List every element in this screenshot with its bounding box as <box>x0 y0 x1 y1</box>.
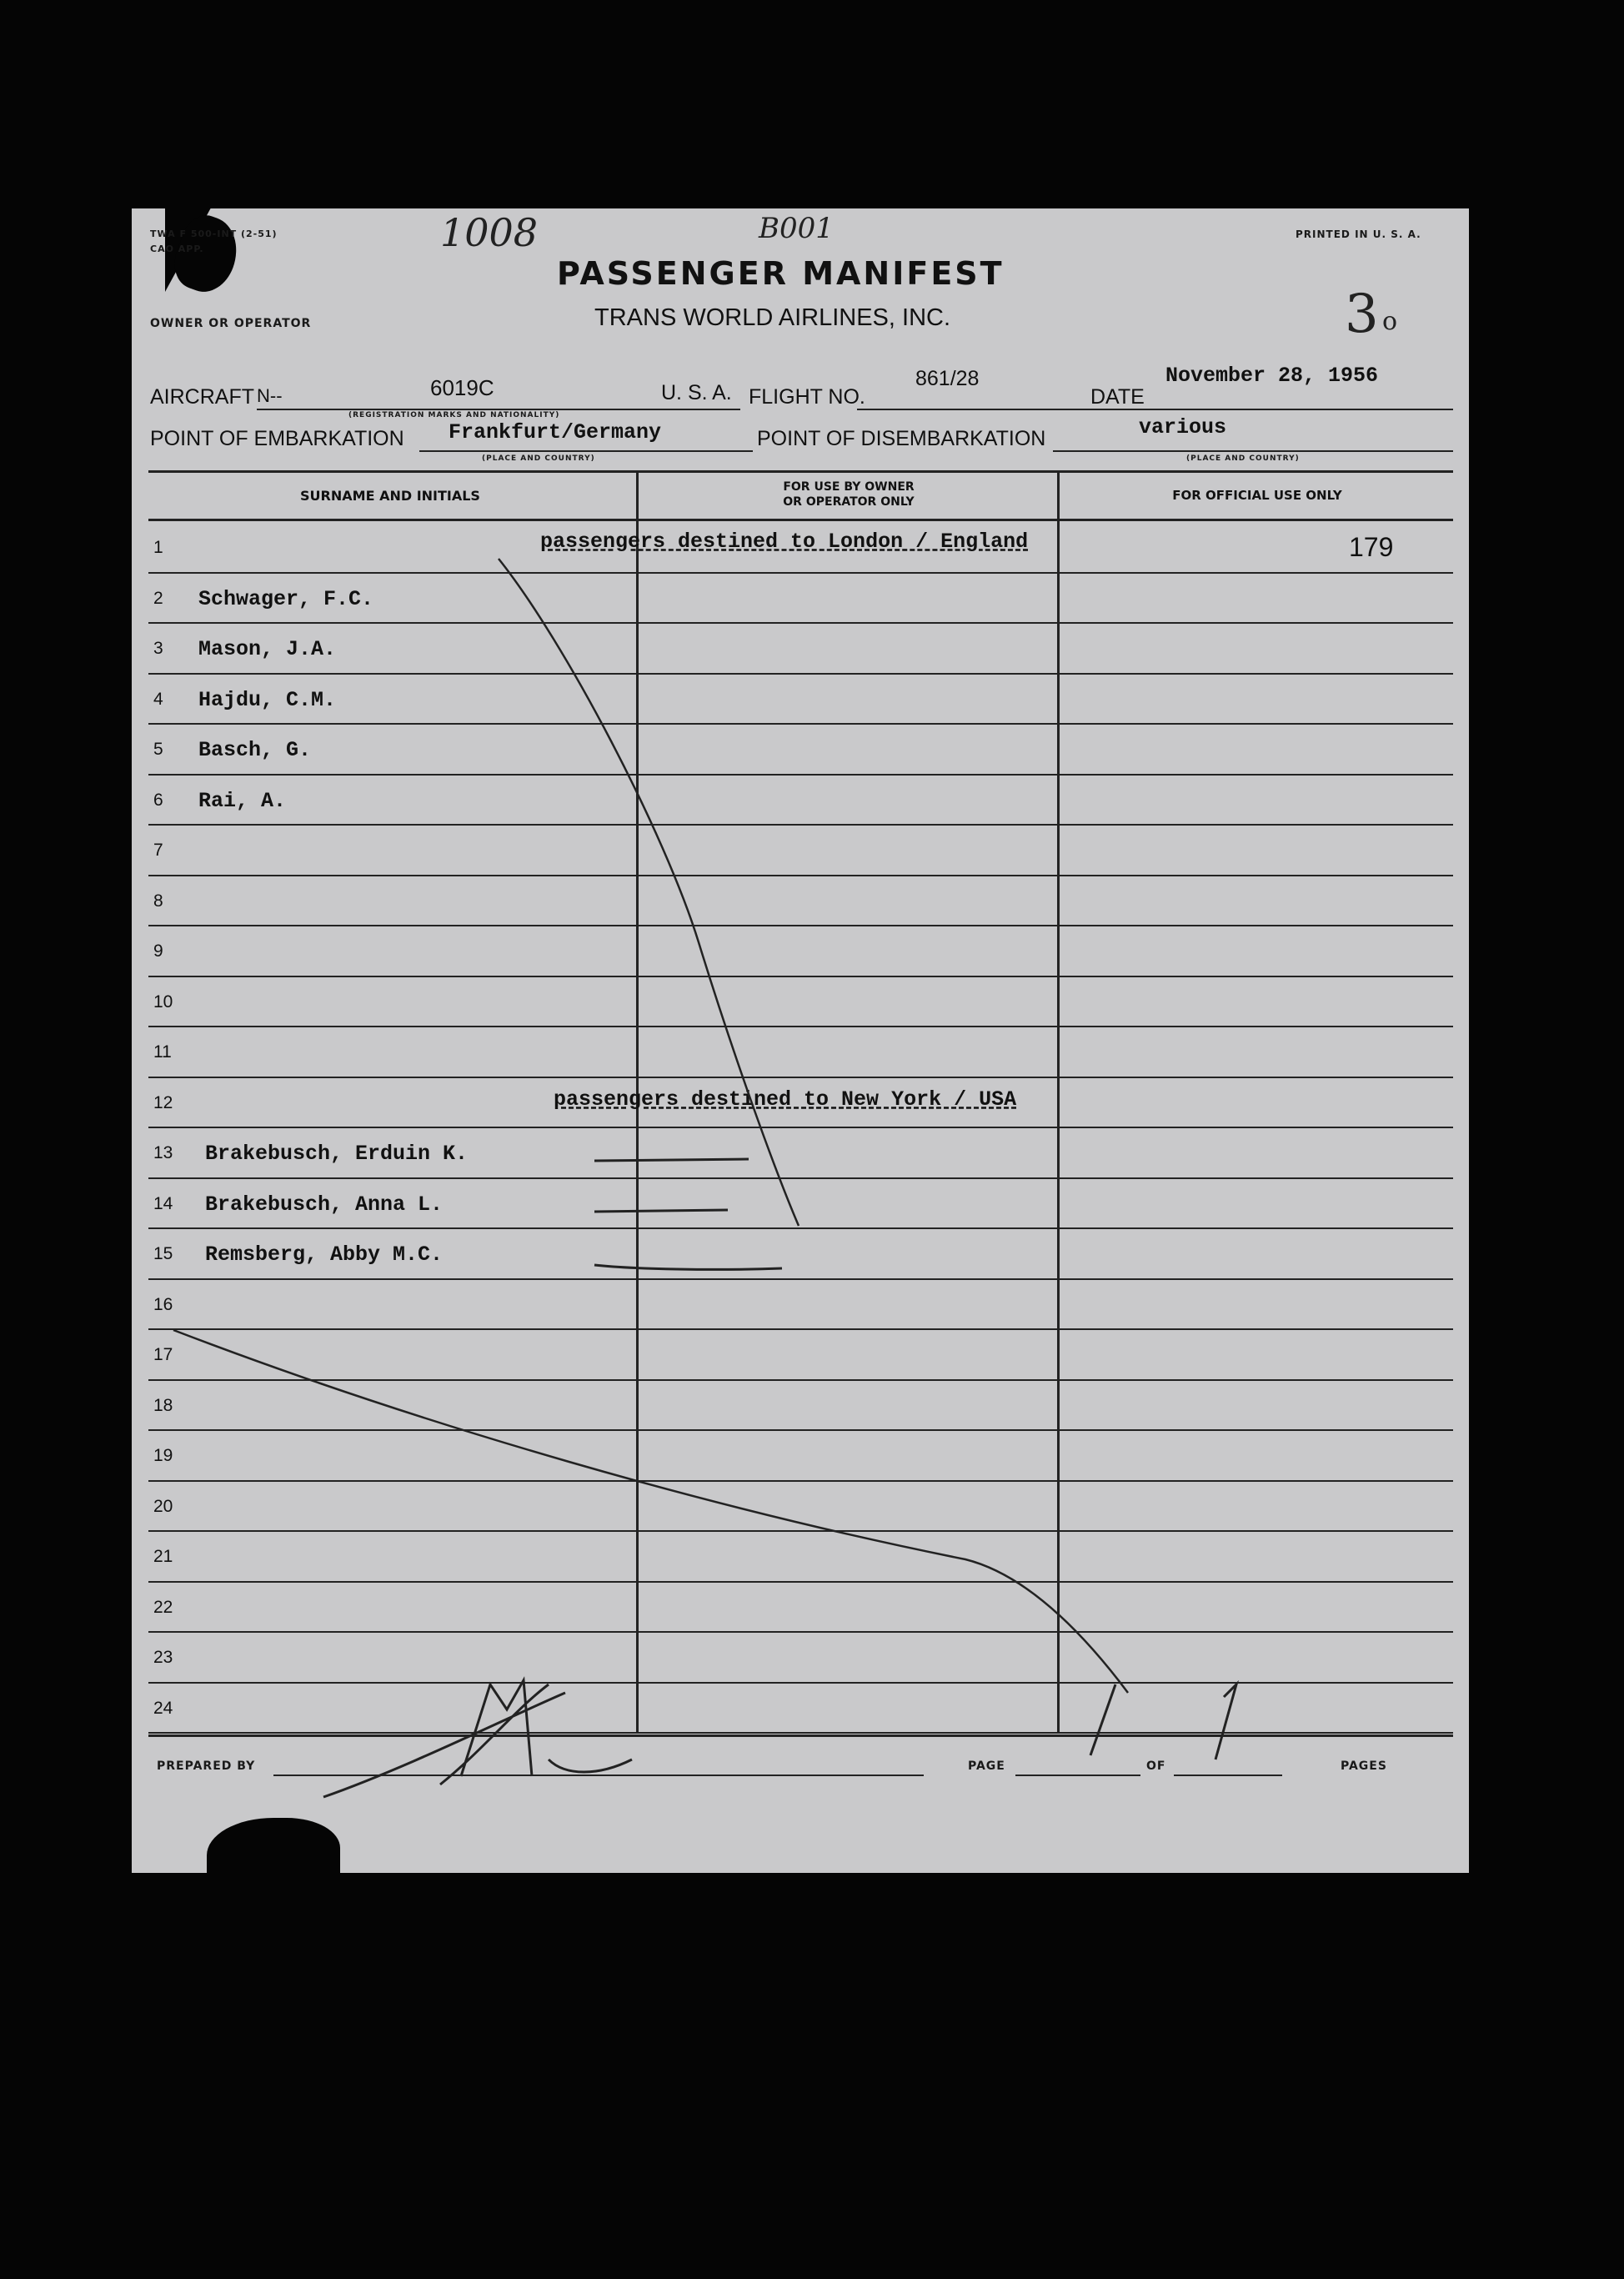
flight-label: FLIGHT NO. <box>749 385 865 409</box>
page-title: PASSENGER MANIFEST <box>557 255 1005 292</box>
prepared-underline <box>273 1775 924 1776</box>
disembarkation-label: POINT OF DISEMBARKATION <box>757 427 1046 450</box>
passenger-name: Remsberg, Abby M.C. <box>205 1242 444 1267</box>
flight-number: 861/28 <box>915 367 980 390</box>
row-number: 16 <box>153 1294 173 1314</box>
row-number: 22 <box>153 1597 173 1617</box>
dash-row-13 <box>594 1159 749 1161</box>
aircraft-label: AIRCRAFT <box>150 385 254 409</box>
table-bottom-rule <box>148 1734 1453 1737</box>
passenger-name: Brakebusch, Erduin K. <box>205 1142 469 1166</box>
row-number: 17 <box>153 1345 173 1364</box>
signature <box>323 1680 632 1797</box>
form-code-line1: TWA F 500-INT (2-51) <box>150 228 278 239</box>
row-number: 6 <box>153 790 163 810</box>
passenger-name: Basch, G. <box>198 738 312 762</box>
group1-note: passengers destined to London / England <box>540 530 1029 554</box>
row-number: 15 <box>153 1244 173 1263</box>
page-underline <box>1015 1775 1140 1776</box>
handwritten-corner-number: 3 <box>1345 284 1379 345</box>
form-code-line2: CAO APP. <box>150 243 204 254</box>
nationality: U. S. A. <box>661 381 732 404</box>
row-number: 23 <box>153 1648 173 1667</box>
row-number: 3 <box>153 639 163 658</box>
dash-row-15 <box>594 1265 782 1269</box>
page-number <box>1089 1718 1090 1719</box>
row-number: 9 <box>153 941 163 961</box>
passenger-name: Mason, J.A. <box>198 637 337 661</box>
row-number: 12 <box>153 1092 173 1112</box>
pen-strokes <box>132 208 1469 1873</box>
strike-line-2 <box>173 1330 1128 1693</box>
page-label: PAGE <box>968 1759 1005 1773</box>
company-name: TRANS WORLD AIRLINES, INC. <box>594 304 951 331</box>
row-number: 8 <box>153 891 163 911</box>
pages-label: PAGES <box>1341 1759 1387 1773</box>
column-header-owner-line2: OR OPERATOR ONLY <box>783 495 915 509</box>
prepared-by-label: PREPARED BY <box>157 1759 256 1773</box>
row-number: 21 <box>153 1547 173 1566</box>
of-underline <box>1174 1775 1282 1776</box>
row-number: 7 <box>153 841 163 860</box>
row-number: 1 <box>153 538 163 557</box>
handwritten-ref-a: 1008 <box>440 210 539 255</box>
registration-caption: (REGISTRATION MARKS AND NATIONALITY) <box>348 411 560 419</box>
of-label: OF <box>1146 1759 1166 1773</box>
column-header-surname: SURNAME AND INITIALS <box>300 488 480 504</box>
embarkation-value: Frankfurt/Germany <box>449 420 662 444</box>
group2-note: passengers destined to New York / USA <box>554 1087 1017 1112</box>
handwritten-corner-small: o <box>1382 307 1398 336</box>
column-header-owner-line1: FOR USE BY OWNER <box>783 480 915 494</box>
passenger-name: Schwager, F.C. <box>198 586 374 611</box>
row-number: 18 <box>153 1395 173 1415</box>
owner-label: OWNER OR OPERATOR <box>150 317 312 330</box>
disembarkation-caption: (PLACE AND COUNTRY) <box>1186 454 1300 463</box>
official-number: 179 <box>1349 532 1394 562</box>
row-number: 13 <box>153 1143 173 1162</box>
printed-in: PRINTED IN U. S. A. <box>1296 228 1421 240</box>
row-number: 19 <box>153 1446 173 1465</box>
dash-row-14 <box>594 1210 728 1212</box>
row-number: 20 <box>153 1496 173 1516</box>
page-no-stroke <box>1090 1684 1115 1755</box>
row-number: 10 <box>153 991 173 1011</box>
row-number: 4 <box>153 689 163 709</box>
aircraft-prefix: N-- <box>257 385 283 406</box>
handwritten-ref-b: B001 <box>759 212 834 245</box>
row-number: 24 <box>153 1698 173 1718</box>
passenger-name: Brakebusch, Anna L. <box>205 1192 444 1217</box>
flight-date: November 28, 1956 <box>1165 364 1379 388</box>
embarkation-caption: (PLACE AND COUNTRY) <box>482 454 595 463</box>
page-total <box>1215 1718 1216 1719</box>
column-header-official: FOR OFFICIAL USE ONLY <box>1172 488 1342 503</box>
aircraft-registration: 6019C <box>430 375 494 400</box>
date-label: DATE <box>1090 385 1145 409</box>
embarkation-label: POINT OF EMBARKATION <box>150 427 404 450</box>
page-total-stroke <box>1215 1684 1236 1759</box>
row-number: 2 <box>153 588 163 608</box>
strike-line-1 <box>499 559 799 1226</box>
disembarkation-value: various <box>1139 415 1227 439</box>
row-number: 14 <box>153 1193 173 1213</box>
manifest-sheet <box>132 208 1469 1873</box>
row-number: 5 <box>153 740 163 759</box>
passenger-name: Hajdu, C.M. <box>198 687 337 712</box>
row-number: 11 <box>153 1042 172 1062</box>
passenger-name: Rai, A. <box>198 788 287 813</box>
